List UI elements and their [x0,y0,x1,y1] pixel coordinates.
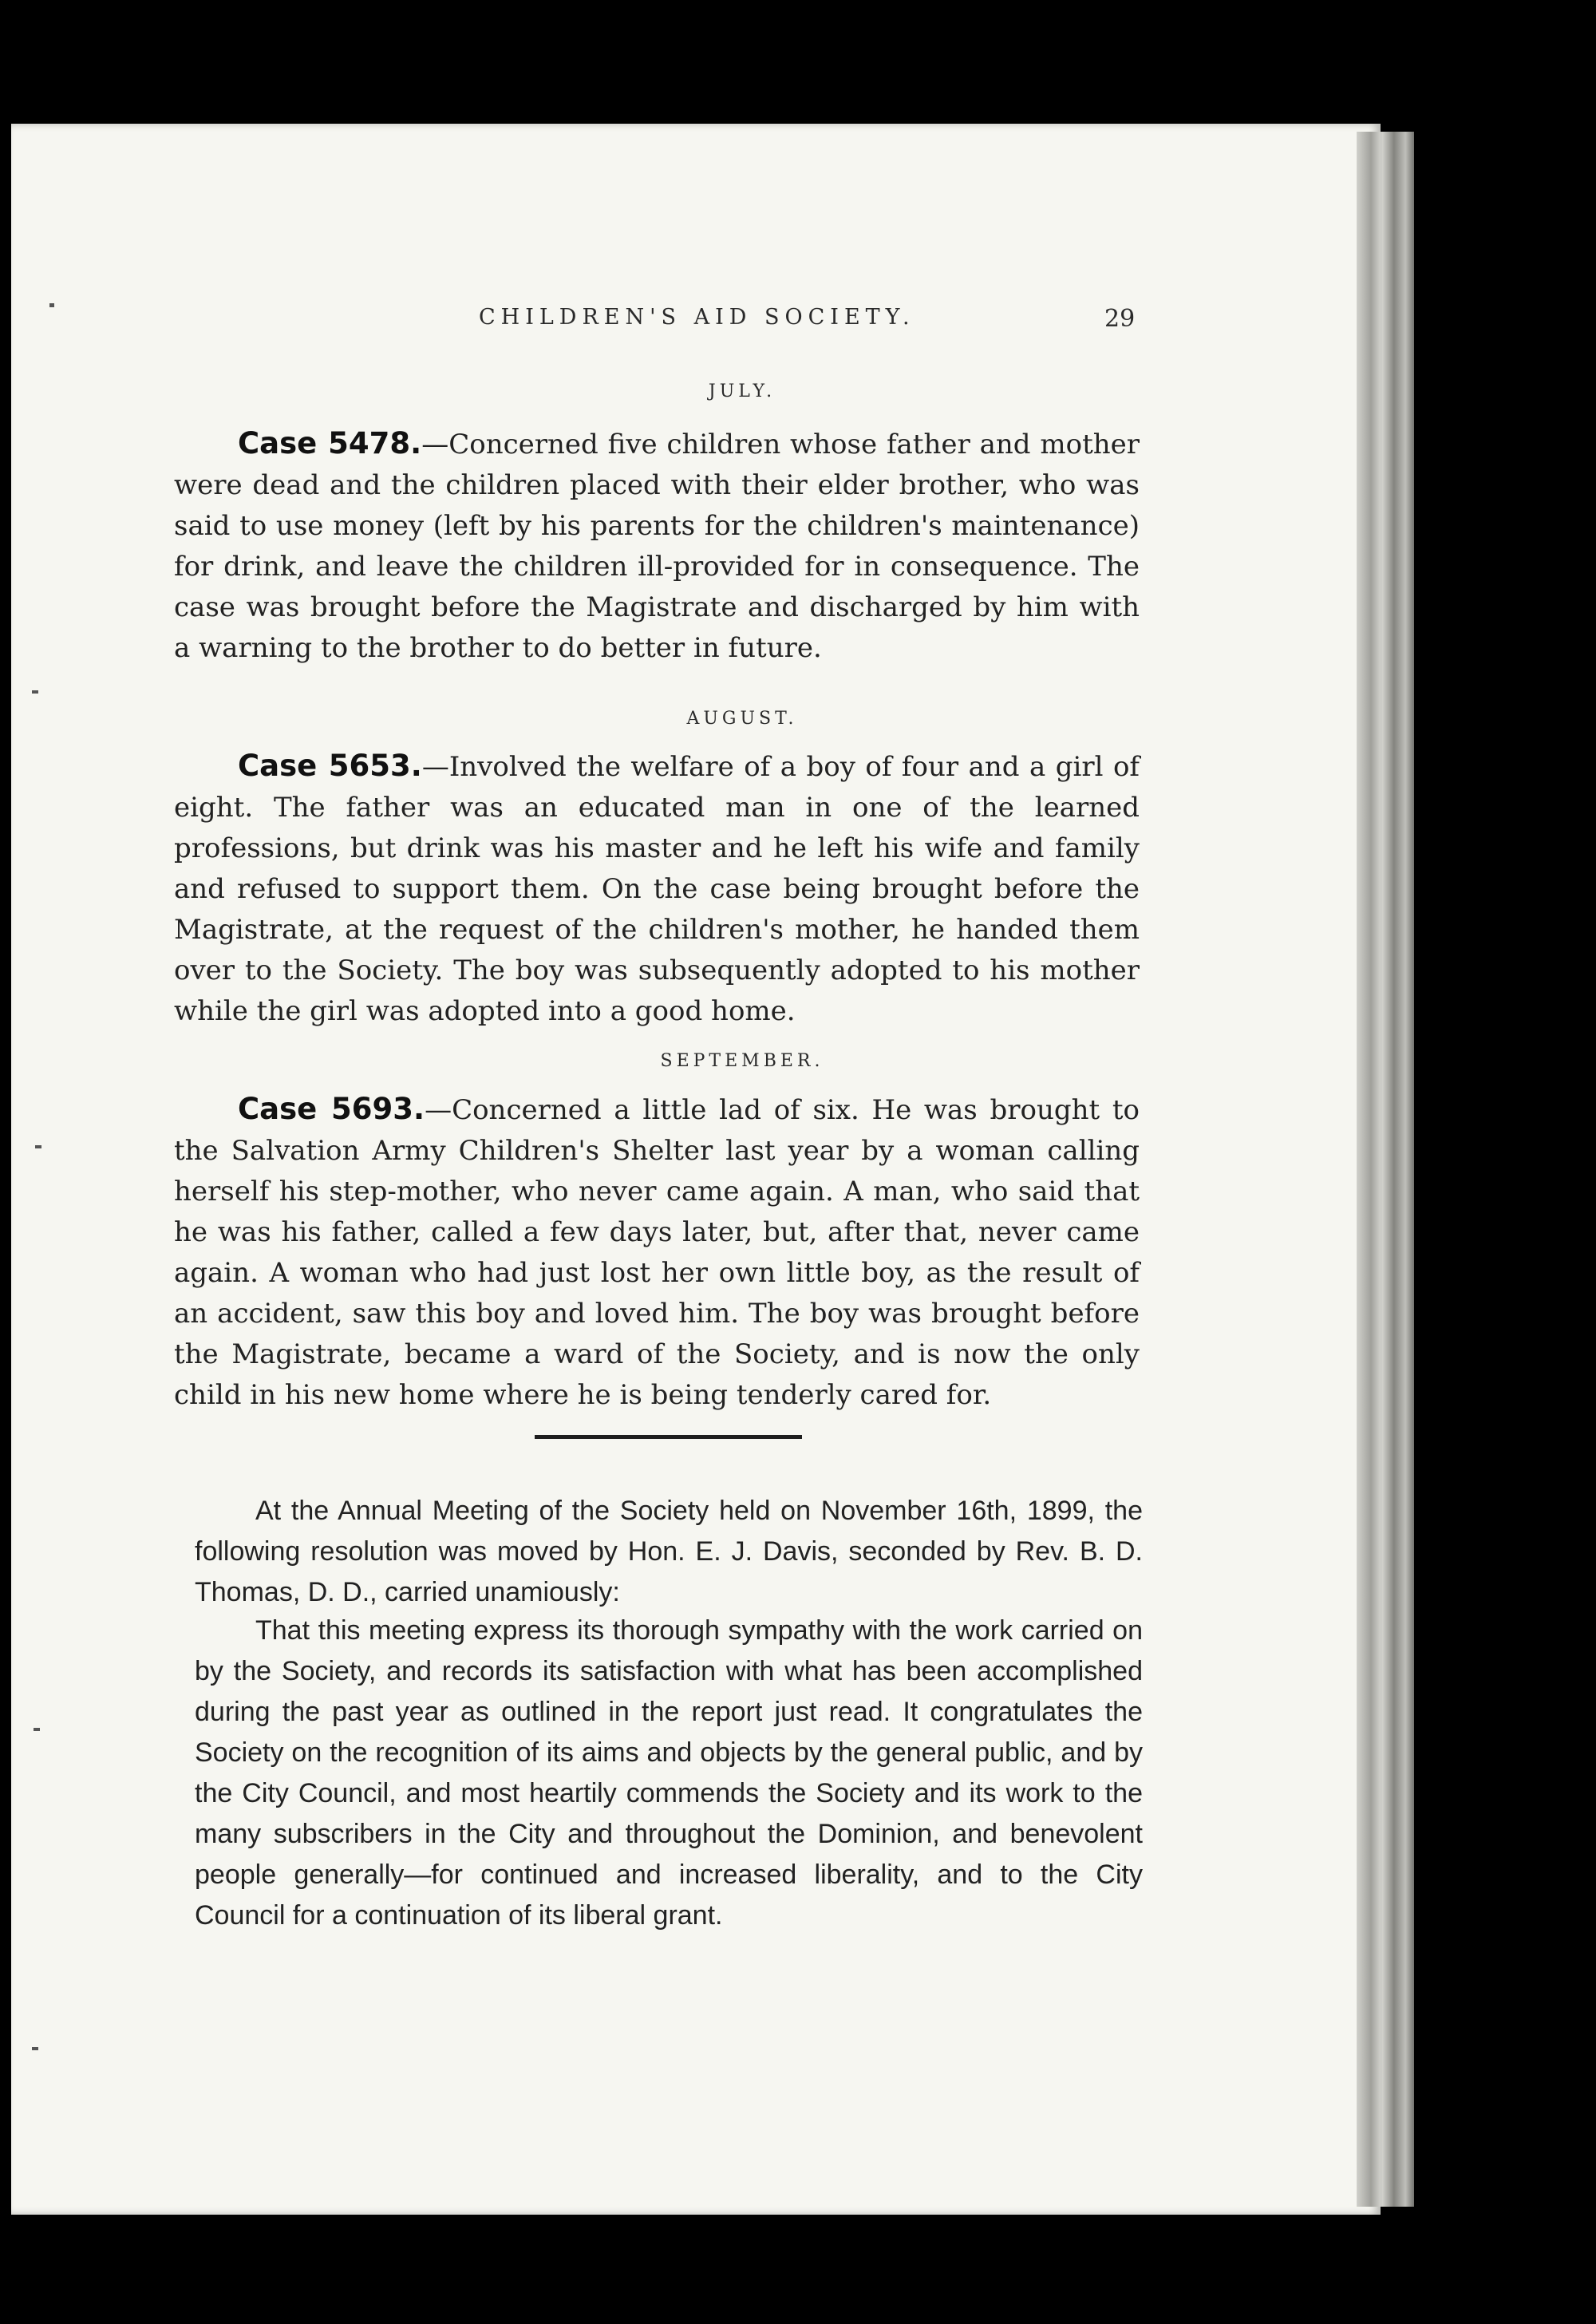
page-number: 29 [1104,305,1136,333]
section-divider [535,1435,802,1439]
case-text: —Involved the welfare of a boy of four and a girl of eight. The father was an educated man in one of the learned professions, but drink was his master and he left his wife and family and refused to support them. On the case being brought before the Magistrate, at the request of the children's mother, he handed them over to the Society. The boy was subsequently adopted to his mother while the girl was adopted into a good home. [174,751,1140,1027]
resolution-text: That this meeting express its thorough sympathy with the work carried on by the Society, and records its satisfaction with what has been accomplished during the past year as outlined in the report just read. It congratulates the Society on the recognition of its aims and objects by the general public, and by the City Council, and most heartily commends the Society and its work to the many subscribers in the City and throughout the Dominion, and benevolent people generally—for continued and increased liberality, and to the City Council for a continuation of its liberal grant. [195,1615,1143,1931]
scan-speck [32,2047,38,2050]
case-paragraph [174,1089,1140,1416]
running-head: CHILDREN'S AID SOCIETY. [479,305,915,330]
resolution-paragraph [195,1611,1143,1936]
meeting-intro-text: At the Annual Meeting of the Society held on November 16th, 1899, the following resolution was moved by Hon. E. J. Davis, seconded by Rev. B. D. Thomas, D. D., carried unamiously: [195,1496,1143,1607]
case-paragraph [174,745,1140,1032]
scan-speck [32,690,38,694]
scan-speck [49,303,54,307]
scan-speck [35,1145,41,1148]
case-text: —Concerned a little lad of six. He was brought to the Salvation Army Children's Shelter last year by a woman calling herself his step-mother, who never came again. A man, who said that he was his father, called a few days later, but, after that, never came again. A woman who had just lost her own little boy, as the result of an accident, saw this boy and loved him. The boy was brought before the Magistrate, became a ward of the Society, and is now the only child in his new home where he is being tenderly cared for. [174,1094,1140,1411]
meeting-intro [195,1491,1143,1613]
case-paragraph [174,423,1140,669]
case-text: —Concerned five children whose father and mother were dead and the children placed with their elder brother, who was said to use money (left by his parents for the children's maintenance) for drink, and leave the children ill-provided for in consequence. The case was brought before the Magistrate and discharged by him with a warning to the brother to do better in future. [174,429,1140,664]
scan-speck [34,1728,40,1731]
section-heading-august: AUGUST. [686,709,798,729]
section-heading-july: JULY. [708,381,776,401]
case-label: Case 5478. [238,426,422,460]
book-page-edge [1357,132,1414,2207]
section-heading-september: SEPTEMBER. [660,1051,824,1071]
case-label: Case 5653. [238,749,422,783]
case-label: Case 5693. [238,1092,425,1126]
